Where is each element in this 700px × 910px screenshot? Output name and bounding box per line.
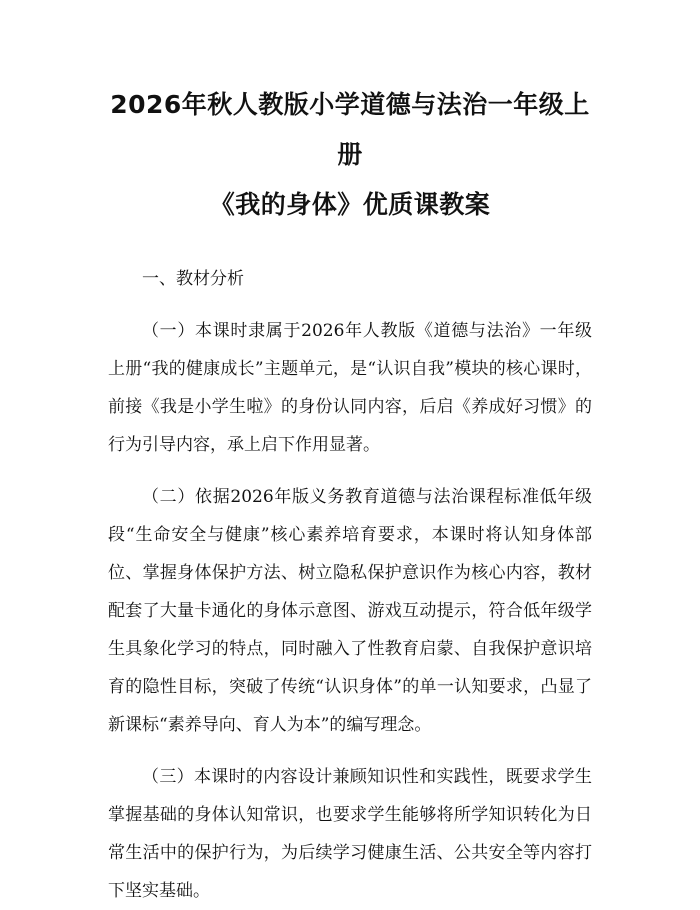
document-title-line1: 2026年秋人教版小学道德与法治一年级上册 [110,90,590,169]
paragraph-3: （三）本课时的内容设计兼顾知识性和实践性，既要求学生掌握基础的身体认知常识，也要求学生能够将所学知识转化为日常生活中的保护行为，为后续学习健康生活、公共安全等内容打下坚实基础。 [108,767,592,901]
paragraph-1: （一）本课时隶属于2026年人教版《道德与法治》一年级上册“我的健康成长”主题单元，是“认识自我”模块的核心课时，前接《我是小学生啦》的身份认同内容，后启《养成好习惯》的行为引导内容，承上启下作用显著。 [108,321,592,455]
document-title-line2: 《我的身体》优质课教案 [209,190,491,219]
section-heading: 一、教材分析 [142,269,244,289]
paragraph-2: （二）依据2026年版义务教育道德与法治课程标准低年级段“生命安全与健康”核心素养培育要求，本课时将认知身体部位、掌握身体保护方法、树立隐私保护意识作为核心内容，教材配套了大量卡通化的身体示意图、游戏互动提示，符合低年级学生具象化学习的特点，同时融入了性教育启蒙、自我保护意识培育的隐性目标，突破了传统“认识身体”的单一认知要求，凸显了新课标“素养导向、育人为本”的编写理念。 [108,487,592,735]
